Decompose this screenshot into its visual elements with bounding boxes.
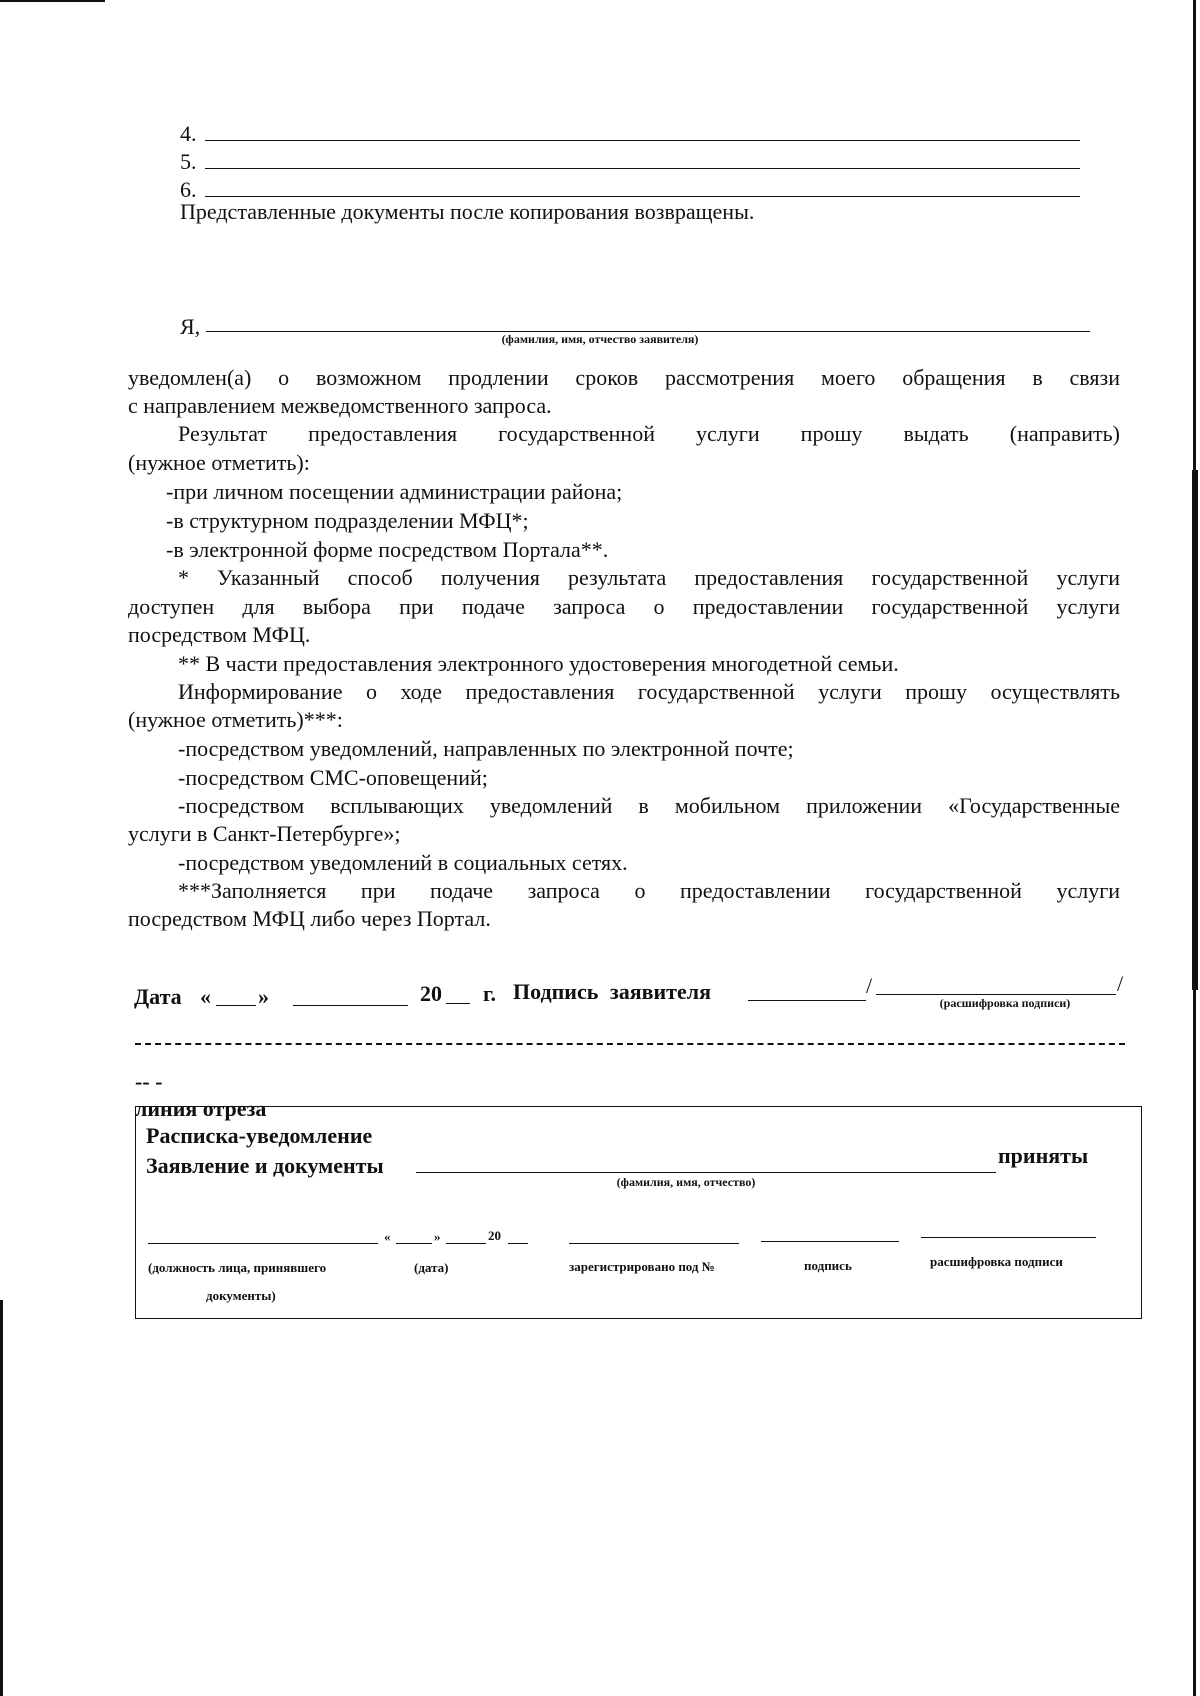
receipt-reg-caption: зарегистрировано под № xyxy=(569,1259,715,1274)
receipt-decode-line xyxy=(921,1237,1096,1238)
list-item-6: 6. xyxy=(180,177,197,202)
signature-decode-line xyxy=(876,994,1116,995)
receipt-box xyxy=(135,1106,1142,1319)
cut-dashes-tail: -- - xyxy=(135,1069,163,1094)
list-item-5: 5. xyxy=(180,149,197,174)
footnote-2: ** В части предоставления электронного удостоверения многодетной семьи. xyxy=(178,651,899,676)
signature-slash-2: / xyxy=(1117,971,1124,996)
inform-option-2: -посредством СМС-оповещений; xyxy=(178,765,488,790)
date-label: Дата xyxy=(134,984,182,1009)
receipt-docs-label: Заявление и документы xyxy=(146,1153,384,1178)
signature-slash-1: / xyxy=(866,973,873,998)
cut-dashed-line xyxy=(135,1043,1125,1045)
receipt-name-line xyxy=(416,1172,996,1173)
applicant-caption: (фамилия, имя, отчество заявителя) xyxy=(501,332,699,346)
receipt-reg-line xyxy=(569,1243,739,1244)
receipt-title: Расписка-уведомление xyxy=(146,1123,373,1148)
notified-line-2: с направлением межведомственного запроса. xyxy=(128,393,552,418)
result-line-2: (нужное отметить): xyxy=(128,450,310,475)
receipt-position-caption: (должность лица, принявшего xyxy=(148,1260,327,1275)
date-month-line xyxy=(293,1005,408,1006)
receipt-date-quote-close: » xyxy=(434,1229,441,1244)
date-day-line xyxy=(216,1005,256,1006)
footnote-1-line-1: * Указанный способ получения результата предоставления государственной услуги xyxy=(178,565,1120,590)
date-year-line xyxy=(446,1003,470,1004)
footnote-3-line-2: посредством МФЦ либо через Портал. xyxy=(128,906,491,931)
scan-edge-top xyxy=(0,0,105,2)
receipt-position-line xyxy=(148,1243,378,1244)
inform-option-3-line-2: услуги в Санкт-Петербурге»; xyxy=(128,821,401,846)
result-option-3: -в электронной форме посредством Портала**. xyxy=(166,537,609,562)
returned-note: Представленные документы после копирования возвращены. xyxy=(180,199,755,224)
notified-line-1: уведомлен(а) о возможном продлении сроков рассмотрения моего обращения в связи xyxy=(128,365,1120,390)
receipt-year-line xyxy=(508,1243,528,1244)
receipt-accepted: приняты xyxy=(998,1143,1089,1168)
result-option-2: -в структурном подразделении МФЦ*; xyxy=(166,508,529,533)
inform-option-1: -посредством уведомлений, направленных по электронной почте; xyxy=(178,736,794,761)
date-year-suffix: г. xyxy=(483,981,497,1006)
receipt-position-caption-2: документы) xyxy=(206,1288,276,1303)
footnote-1-line-2: доступен для выбора при подаче запроса о предоставлении государственной услуги xyxy=(128,594,1120,619)
date-quote-close: » xyxy=(258,984,269,1009)
cut-line-label: линия отреза xyxy=(135,1096,267,1121)
signature-decode-caption: (расшифровка подписи) xyxy=(939,996,1071,1010)
footnote-3-line-1: ***Заполняется при подаче запроса о предоставлении государственной услуги xyxy=(178,878,1120,903)
receipt-month-line xyxy=(446,1243,486,1244)
inform-option-3-line-1: -посредством всплывающих уведомлений в мобильном приложении «Государственные xyxy=(178,793,1120,818)
inform-option-4: -посредством уведомлений в социальных сетях. xyxy=(178,850,628,875)
date-quote-open: « xyxy=(200,984,211,1009)
receipt-sign-line xyxy=(761,1241,899,1242)
receipt-date-quote-open: « xyxy=(384,1229,391,1244)
footnote-1-line-3: посредством МФЦ. xyxy=(128,622,311,647)
inform-line-1: Информирование о ходе предоставления государственной услуги прошу осуществлять xyxy=(178,679,1120,704)
list-item-4: 4. xyxy=(180,121,197,146)
list-line-5 xyxy=(205,168,1080,169)
applicant-signature-label: Подпись заявителя xyxy=(513,979,711,1004)
scan-edge-right-thick xyxy=(1192,470,1198,990)
list-line-4 xyxy=(205,140,1080,141)
date-year-prefix: 20 xyxy=(420,981,442,1006)
list-line-6 xyxy=(205,196,1080,197)
result-line-1: Результат предоставления государственной услуги прошу выдать (направить) xyxy=(178,421,1120,446)
receipt-name-caption: (фамилия, имя, отчество) xyxy=(616,1175,756,1189)
scan-edge-left xyxy=(0,1300,3,1696)
receipt-date-caption: (дата) xyxy=(414,1260,449,1275)
inform-line-2: (нужное отметить)***: xyxy=(128,707,343,732)
receipt-year: 20 xyxy=(488,1228,501,1243)
applicant-prefix: Я, xyxy=(180,314,201,339)
receipt-day-line xyxy=(396,1243,432,1244)
result-option-1: -при личном посещении администрации района; xyxy=(166,479,623,504)
receipt-decode-caption: расшифровка подписи xyxy=(930,1254,1063,1269)
receipt-sign-caption: подпись xyxy=(804,1258,852,1273)
signature-line xyxy=(748,1000,866,1001)
